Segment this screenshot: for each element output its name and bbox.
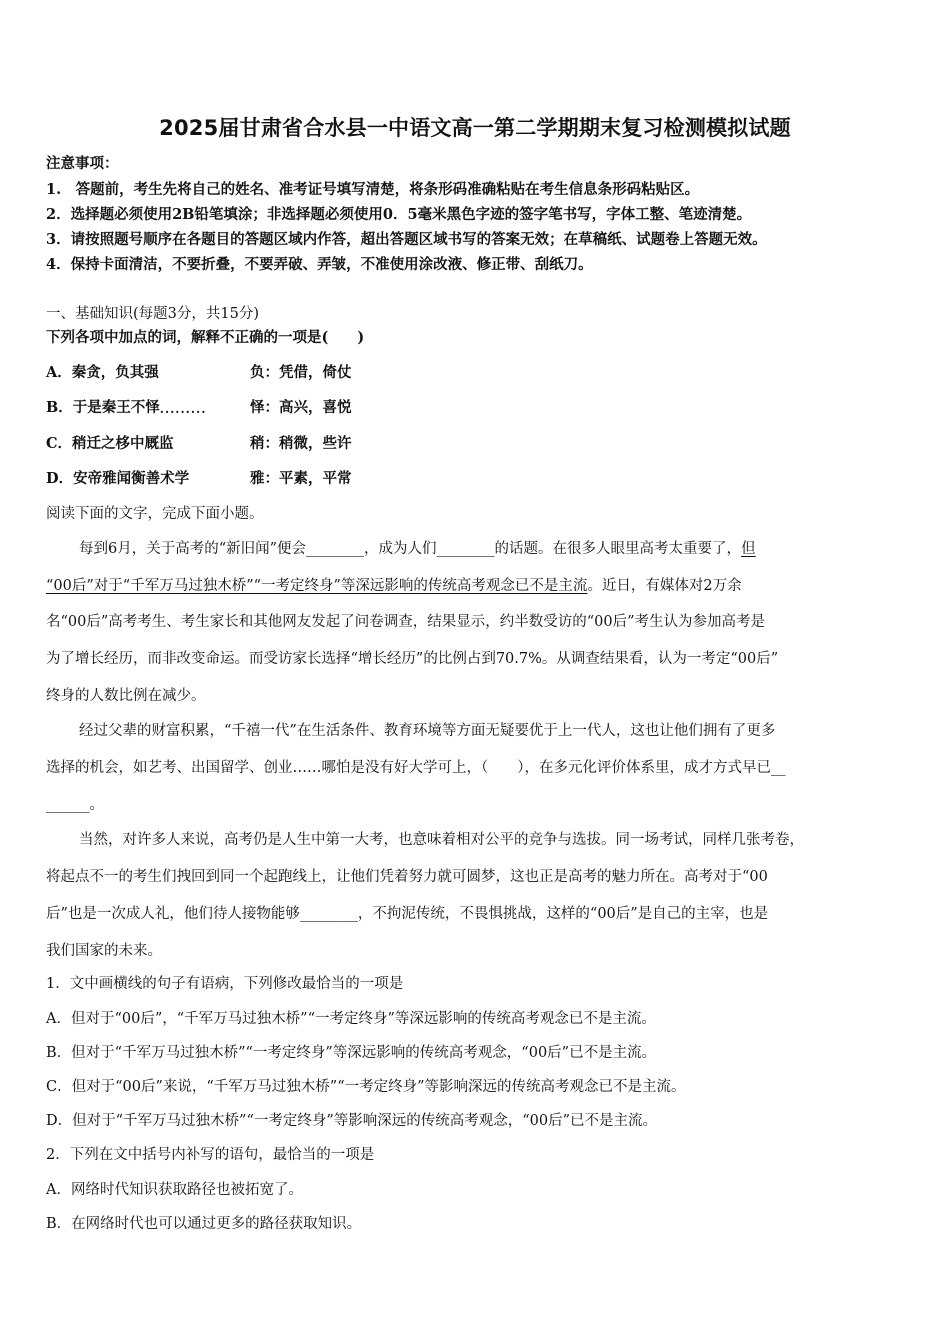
passage-text: 。近日，有媒体对2万余: [587, 578, 742, 594]
reading-intro: 阅读下面的文字，完成下面小题。: [46, 506, 264, 522]
underlined-sentence: 但: [741, 541, 756, 557]
passage-line: 经过父辈的财富积累，“千禧一代”在生活条件、教育环境等方面无疑要优于上一代人，这也让他们拥有了更多: [79, 723, 776, 739]
question-stem: 下列各项中加点的词，解释不正确的一项是( ): [46, 329, 365, 346]
passage-line: ______。: [46, 797, 104, 813]
passage-line: 选择的机会，如艺考、出国留学、创业……哪怕是没有好大学可上，（ ），在多元化评价体系里，成才方式早已__: [46, 760, 786, 776]
choice-c: C．但对于“00后”来说，“千军万马过独木桥”“一考定终身”等影响深远的传统高考观念已不是主流。: [46, 1079, 686, 1095]
passage-text: 每到6月，关于高考的“新旧闻”便会________，成为人们________的话题。在很多人眼里高考太重要了，: [79, 541, 742, 557]
notice-item: 3．请按照题号顺序在各题目的答题区域内作答，超出答题区域书写的答案无效；在草稿纸、试题卷上答题无效。: [46, 231, 767, 248]
underlined-sentence: “00后”对于“千军万马过独木桥”“一考定终身”等深远影响的传统高考观念已不是主流: [46, 578, 588, 594]
passage-line: 名“00后”高考考生、考生家长和其他网友发起了问卷调查，结果显示，约半数受访的“00后”考生认为参加高考是: [46, 614, 766, 630]
option-label: A．秦贪，负其强: [46, 364, 159, 381]
option-meaning: 负：凭借，倚仗: [250, 364, 352, 381]
choice-b: B．但对于“千军万马过独木桥”“一考定终身”等深远影响的传统高考观念，“00后”已不是主流。: [46, 1045, 657, 1061]
passage-line: [46, 574, 906, 595]
option-b: [46, 396, 446, 417]
notice-item: 1. 答题前，考生先将自己的姓名、准考证号填写清楚，将条形码准确粘贴在考生信息条形码粘贴区。: [46, 181, 700, 198]
passage-line: 终身的人数比例在减少。: [46, 688, 206, 704]
emphasis-dots: ·········: [159, 405, 207, 419]
question-stem: 1．文中画横线的句子有语病，下列修改最恰当的一项是: [46, 976, 404, 992]
option-a: [46, 361, 446, 382]
notice-item: 4．保持卡面清洁，不要折叠，不要弄破、弄皱，不准使用涂改液、修正带、刮纸刀。: [46, 256, 593, 273]
question-stem: 2．下列在文中括号内补写的语句，最恰当的一项是: [46, 1147, 375, 1163]
option-c: [46, 432, 446, 453]
notice-item: 2．选择题必须使用2B铅笔填涂；非选择题必须使用0．5毫米黑色字迹的签字笔书写，字体工整、笔迹清楚。: [46, 206, 752, 223]
passage-line: 为了增长经历，而非改变命运。而受访家长选择“增长经历”的比例占到70.7%。从调查结果看，认为一考定“00后”: [46, 651, 779, 667]
notice-heading: 注意事项：: [46, 155, 119, 172]
passage-line: 将起点不一的考生们拽回到同一个起跑线上，让他们凭着努力就可圆梦，这也正是高考的魅力所在。高考对于“00: [46, 869, 768, 885]
option-d: [46, 467, 446, 488]
choice-d: D．但对于“千军万马过独木桥”“一考定终身”等影响深远的传统高考观念，“00后”已不是主流。: [46, 1113, 658, 1129]
option-meaning: 稍：稍微，些许: [250, 435, 352, 452]
option-label: C．稍迁之栘中厩监: [46, 435, 174, 452]
passage-line: 当然，对许多人来说，高考仍是人生中第一大考，也意味着相对公平的竞争与选拔。同一场考试，同样几张考卷，: [79, 832, 804, 848]
section-heading: 一、基础知识(每题3分，共15分): [46, 306, 259, 322]
option-label: B．于是秦王不怿: [46, 399, 160, 416]
choice-a: A．但对于“00后”，“千军万马过独木桥”“一考定终身”等深远影响的传统高考观念已不是主流。: [46, 1011, 656, 1027]
page-title: 2025届甘肃省合水县一中语文高一第二学期期末复习检测模拟试题: [159, 116, 791, 140]
option-label: D．安帝雅闻衡善术学: [46, 470, 190, 487]
option-meaning: 雅：平素，平常: [250, 470, 352, 487]
choice-b: B．在网络时代也可以通过更多的路径获取知识。: [46, 1216, 362, 1232]
passage-line: 我们国家的未来。: [46, 943, 162, 959]
choice-a: A．网络时代知识获取路径也被拓宽了。: [46, 1182, 303, 1198]
passage-line: [79, 537, 939, 558]
passage-line: 后”也是一次成人礼，他们待人接物能够________，不拘泥传统，不畏惧挑战，这样的“00后”是自己的主宰，也是: [46, 906, 769, 922]
option-meaning: 怿：高兴，喜悦: [250, 399, 352, 416]
